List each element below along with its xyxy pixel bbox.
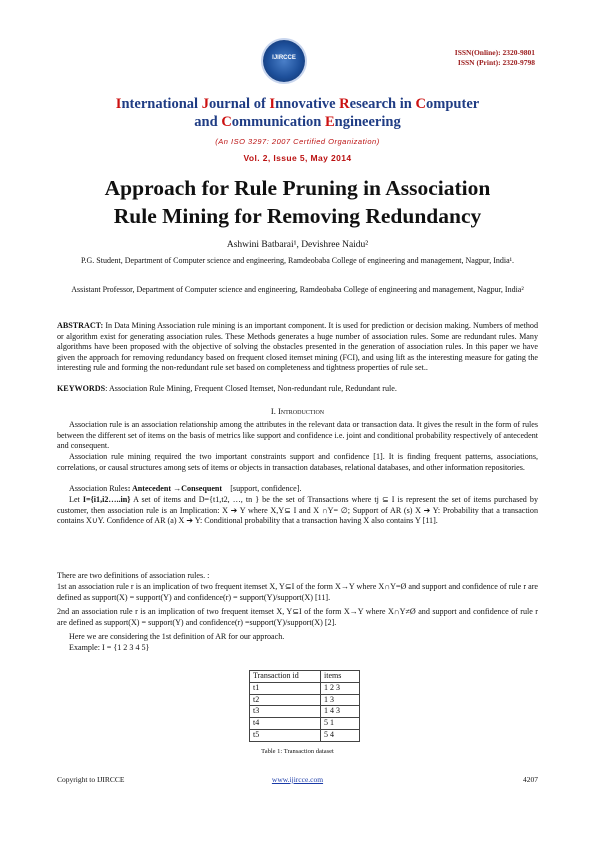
journal-title-line1: International Journal of Innovative Research in Computer xyxy=(115,96,480,112)
logo-text: IJIRCCE xyxy=(272,55,296,61)
considering-line: Here we are considering the 1st definition of AR for our approach. xyxy=(69,632,285,641)
table-cell: 5 4 xyxy=(321,729,360,741)
table-cell: t3 xyxy=(250,706,321,718)
affiliation-1: P.G. Student, Department of Computer science and engineering, Ramdeobaba College of engineering and management, Nagpur, India¹. xyxy=(80,256,515,265)
table-cell: t2 xyxy=(250,694,321,706)
table-caption: Table 1: Transaction dataset xyxy=(261,748,334,755)
journal-title-line2: and Communication Engineering xyxy=(194,114,401,130)
ar-label: Association Rules xyxy=(69,484,128,493)
table-header-row xyxy=(250,671,360,683)
table-row xyxy=(250,682,360,694)
section-title: Introduction xyxy=(277,406,325,416)
table-cell: 1 2 3 xyxy=(321,682,360,694)
keywords-text: : Association Rule Mining, Frequent Closed Itemset, Non-redundant rule, Redundant rule. xyxy=(105,384,397,393)
paper-title-line2: Rule Mining for Removing Redundancy xyxy=(113,204,482,228)
table-row xyxy=(250,729,360,741)
affiliation-2: Assistant Professor, Department of Computer science and engineering, Ramdeobaba College of engineering and management, Nagpur, India² xyxy=(71,285,524,294)
definition-2: 2nd an association rule r is an implication of two frequent itemset X, Y⊆I of the form X→Y where X∩Y≠Ø and support and confidence of rule r are defined as support(X) = support(Y) and confidence(r) =support(Y)/support(X) [2]. xyxy=(57,607,538,627)
issn-online: ISSN(Online): 2320-9801 xyxy=(454,48,535,57)
paper-title-line1: Approach for Rule Pruning in Association xyxy=(104,176,491,200)
ar-bold: : Antecedent →Consequent xyxy=(127,484,223,493)
section-number: I. xyxy=(270,406,276,416)
table-header-cell: items xyxy=(321,671,360,683)
table-cell: 1 3 xyxy=(321,694,360,706)
table-cell: 5 1 xyxy=(321,718,360,730)
def-rest: A set of items and D={t1,t2, …, tn } be the set of Transactions where tj ⊆ I is represent the set of items purchased by customer, then association rule is an Implication: X ➔ Y where X,Y⊆ I and X ∩Y= ∅; Support of AR (s) X ➔ Y: Probability that a transaction contains X∪Y. Confidence of AR (a) X ➔ Y: Conditional probability that a transaction having X also contains Y [11]. xyxy=(57,495,538,525)
def-itemset: I={i1,i2…..in} xyxy=(82,495,131,504)
authors: Ashwini Batbarai¹, Devishree Naidu² xyxy=(226,240,369,250)
intro-paragraph-1: Association rule is an association relationship among the attributes in the relevant data or transaction data. It gives the result in the form of rules between the different set of items on the basis of metrics like support and confidence i.e. joint and conditional probability respectively of antecedent and consequent. xyxy=(57,420,538,450)
journal-logo xyxy=(263,40,305,82)
abstract-text: In Data Mining Association rule mining is an important component. It is used for prediction or decision making. Numbers of method or algorithm exist for generating association rules. These Methods generates a huge number of association rules. Some are redundant rules. Many algorithms have been proposed with the objective of solving the obstacles presented in the generation of association rules. In this paper we have given the approach for removing redundancy based on frequent closed itemset mining (FCI), and using lift as the interesting measure for gating the interesting rule and forming the non-redundant rule set based on completeness and tightness properties of rule set.. xyxy=(57,321,538,372)
table-cell: t5 xyxy=(250,729,321,741)
footer-url-wrap xyxy=(250,775,345,784)
keywords xyxy=(57,384,538,395)
intro-paragraph-two-defs: There are two definitions of association rules. : xyxy=(57,571,210,580)
abstract-label: ABSTRACT: xyxy=(57,321,104,330)
association-rules-line xyxy=(57,484,538,495)
table-row xyxy=(250,706,360,718)
table-cell: 1 4 3 xyxy=(321,706,360,718)
certified-note: (An ISO 3297: 2007 Certified Organization) xyxy=(215,137,380,146)
footer-url-link[interactable]: www.ijircce.com xyxy=(271,775,324,784)
table-cell: t1 xyxy=(250,682,321,694)
keywords-label: KEYWORDS xyxy=(57,384,106,393)
footer-page-number: 4207 xyxy=(523,775,538,784)
section-heading xyxy=(57,406,538,416)
intro-paragraph-2: Association rule mining required the two important constraints support and confidence [1]. It is finding frequent patterns, associations, correlations, or causal structures among sets of items or objects in transaction databases, relational databases, and other information repositories. xyxy=(57,452,538,472)
intro-paragraph-definition xyxy=(57,495,538,527)
issn-print: ISSN (Print): 2320-9798 xyxy=(457,58,535,67)
footer-copyright: Copyright to IJIRCCE xyxy=(57,775,125,784)
table-row xyxy=(250,694,360,706)
table-header-cell: Transaction id xyxy=(250,671,321,683)
ar-rest: [support, confidence]. xyxy=(230,484,302,493)
abstract xyxy=(57,321,538,374)
def-prefix: Let xyxy=(69,495,83,504)
definition-1: 1st an association rule r is an implication of two frequent itemset X, Y⊆I of the form X→Y where X∩Y=Ø and support and confidence of rule r are defined as support(X) = support(Y) and confidence(r) = support(Y)/support(X) [11]. xyxy=(57,582,538,602)
transaction-table xyxy=(249,670,360,742)
table-cell: t4 xyxy=(250,718,321,730)
volume-issue: Vol. 2, Issue 5, May 2014 xyxy=(243,153,352,163)
example-line: Example: I = {1 2 3 4 5} xyxy=(69,643,150,652)
table-row xyxy=(250,718,360,730)
